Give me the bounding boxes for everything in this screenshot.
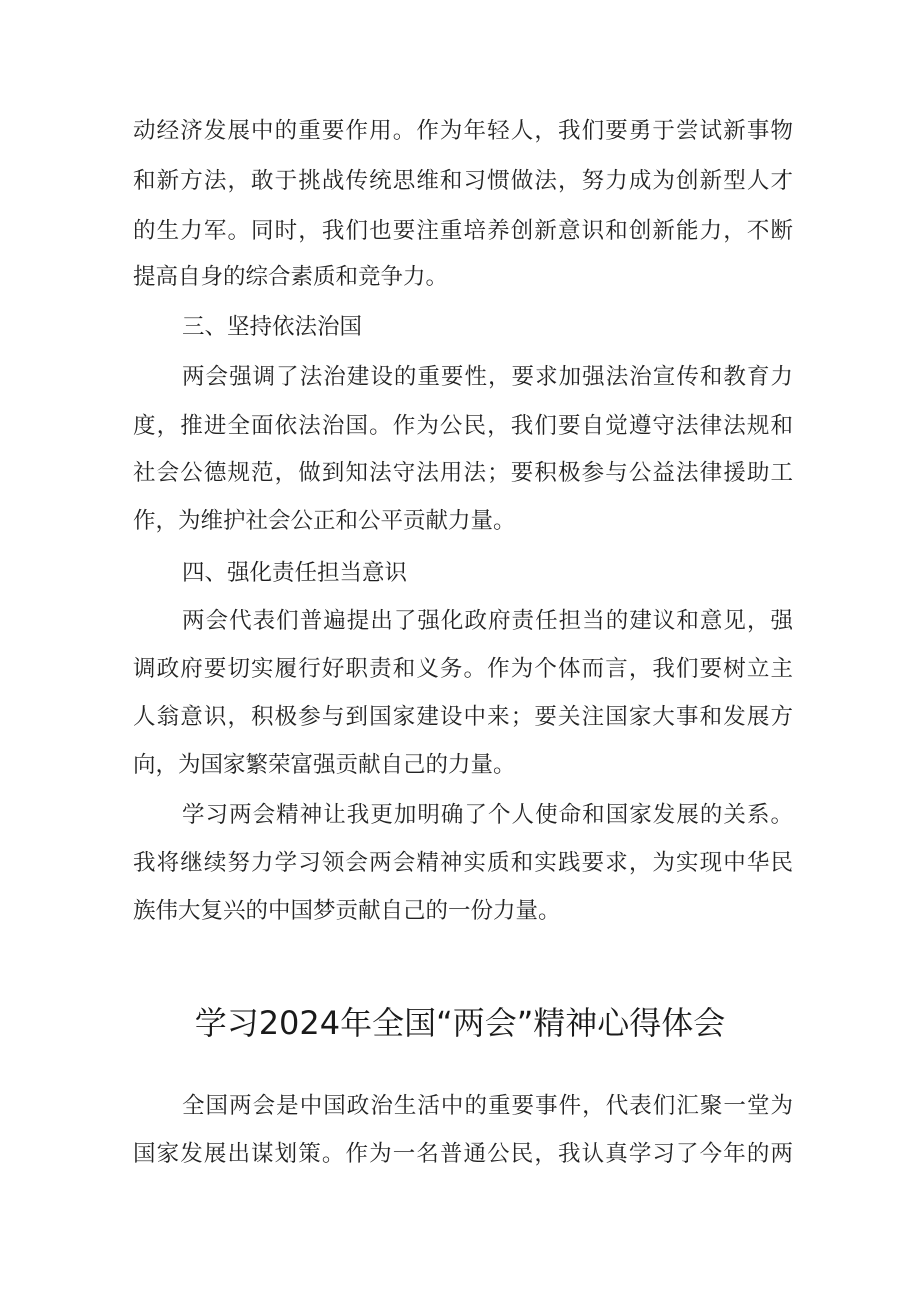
section-3-line-4: 作，为维护社会公正和公平贡献力量。	[133, 508, 516, 534]
section-3-heading: 三、坚持依法治国	[182, 314, 363, 340]
article-2-title: 学习2024年全国“两会”精神心得体会	[194, 1004, 726, 1042]
section-4-line-1: 两会代表们普遍提出了强化政府责任担当的建议和意见，强	[182, 608, 793, 634]
paragraph-1-line-1: 动经济发展中的重要作用。作为年轻人，我们要勇于尝试新事物	[133, 118, 793, 144]
section-4-line-2: 调政府要切实履行好职责和义务。作为个体而言，我们要树立主	[133, 656, 793, 682]
section-4-heading: 四、强化责任担当意识	[182, 560, 408, 586]
paragraph-1-line-4: 提高自身的综合素质和竞争力。	[133, 264, 449, 290]
section-4-line-3: 人翁意识，积极参与到国家建设中来；要关注国家大事和发展方	[133, 704, 793, 730]
article-2-line-1: 全国两会是中国政治生活中的重要事件，代表们汇聚一堂为	[182, 1093, 793, 1119]
paragraph-1-line-2: 和新方法，敢于挑战传统思维和习惯做法，努力成为创新型人才	[133, 168, 793, 194]
conclusion-line-3: 族伟大复兴的中国梦贡献自己的一份力量。	[133, 898, 561, 924]
conclusion-line-2: 我将继续努力学习领会两会精神实质和实践要求，为实现中华民	[133, 850, 793, 876]
section-4-line-4: 向，为国家繁荣富强贡献自己的力量。	[133, 752, 516, 778]
paragraph-1-line-3: 的生力军。同时，我们也要注重培养创新意识和创新能力，不断	[133, 218, 793, 244]
section-3-line-1: 两会强调了法治建设的重要性，要求加强法治宣传和教育力	[182, 364, 793, 390]
section-3-line-3: 社会公德规范，做到知法守法用法；要积极参与公益法律援助工	[133, 460, 793, 486]
conclusion-line-1: 学习两会精神让我更加明确了个人使命和国家发展的关系。	[182, 802, 793, 828]
article-2-line-2: 国家发展出谋划策。作为一名普通公民，我认真学习了今年的两	[133, 1141, 793, 1167]
section-3-line-2: 度，推进全面依法治国。作为公民，我们要自觉遵守法律法规和	[133, 413, 793, 439]
